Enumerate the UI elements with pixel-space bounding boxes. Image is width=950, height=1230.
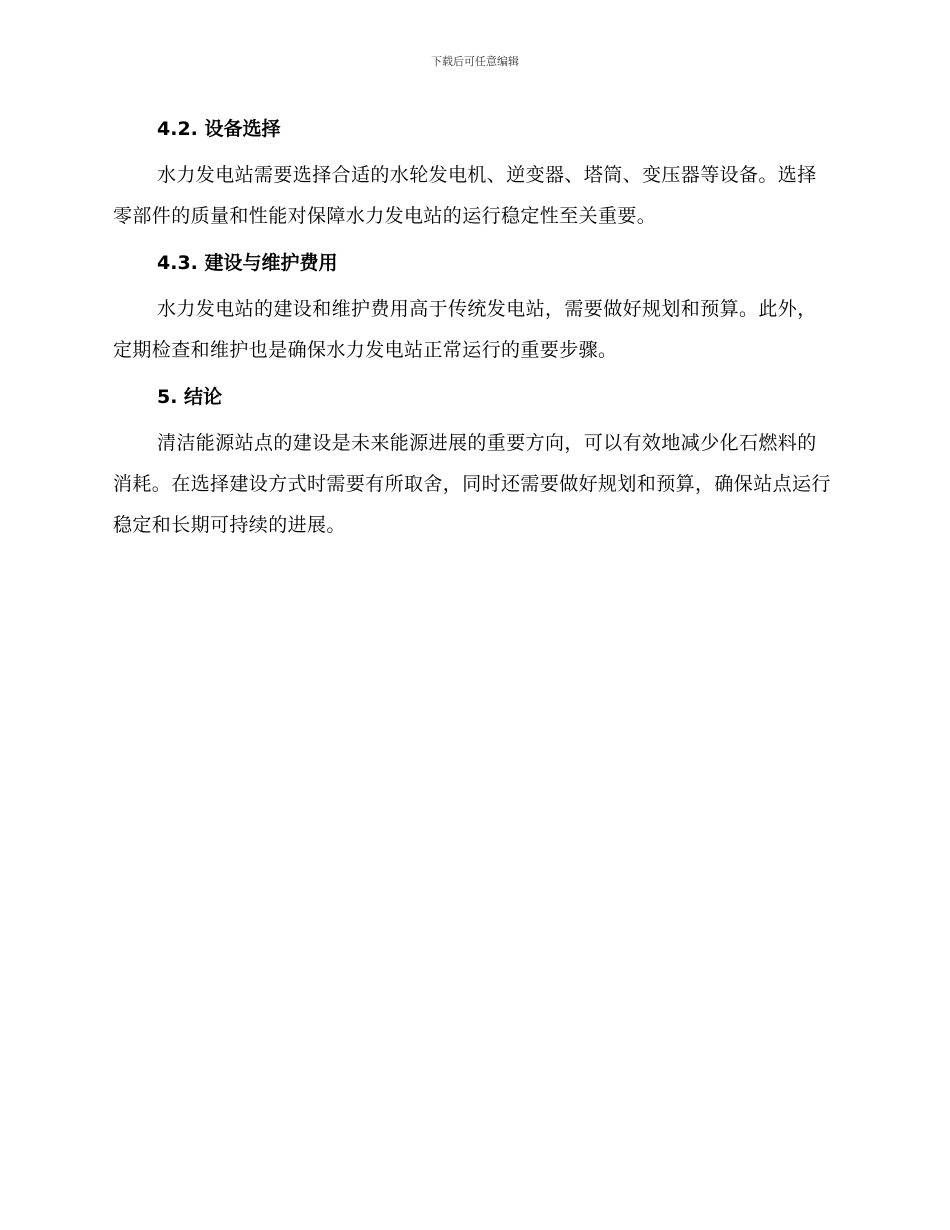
document-body bbox=[113, 113, 833, 556]
page-header: 下载后可任意编辑 bbox=[431, 55, 519, 68]
section-paragraph: 水力发电站的建设和维护费用高于传统发电站，需要做好规划和预算。此外，定期检查和维护也是确保水力发电站正常运行的重要步骤。 bbox=[113, 298, 817, 361]
section-paragraph: 清洁能源站点的建设是未来能源进展的重要方向，可以有效地减少化石燃料的消耗。在选择建设方式时需要有所取舍，同时还需要做好规划和预算，确保站点运行稳定和长期可持续的进展。 bbox=[113, 432, 831, 536]
section-heading: 5. 结论 bbox=[157, 386, 223, 408]
section-paragraph: 水力发电站需要选择合适的水轮发电机、逆变器、塔筒、变压器等设备。选择零部件的质量和性能对保障水力发电站的运行稳定性至关重要。 bbox=[113, 164, 817, 227]
section-equipment-selection bbox=[113, 113, 833, 237]
section-heading: 4.3. 建设与维护费用 bbox=[157, 252, 338, 274]
section-conclusion bbox=[113, 381, 833, 546]
section-heading: 4.2. 设备选择 bbox=[157, 118, 281, 140]
section-construction-maintenance-cost bbox=[113, 247, 833, 371]
